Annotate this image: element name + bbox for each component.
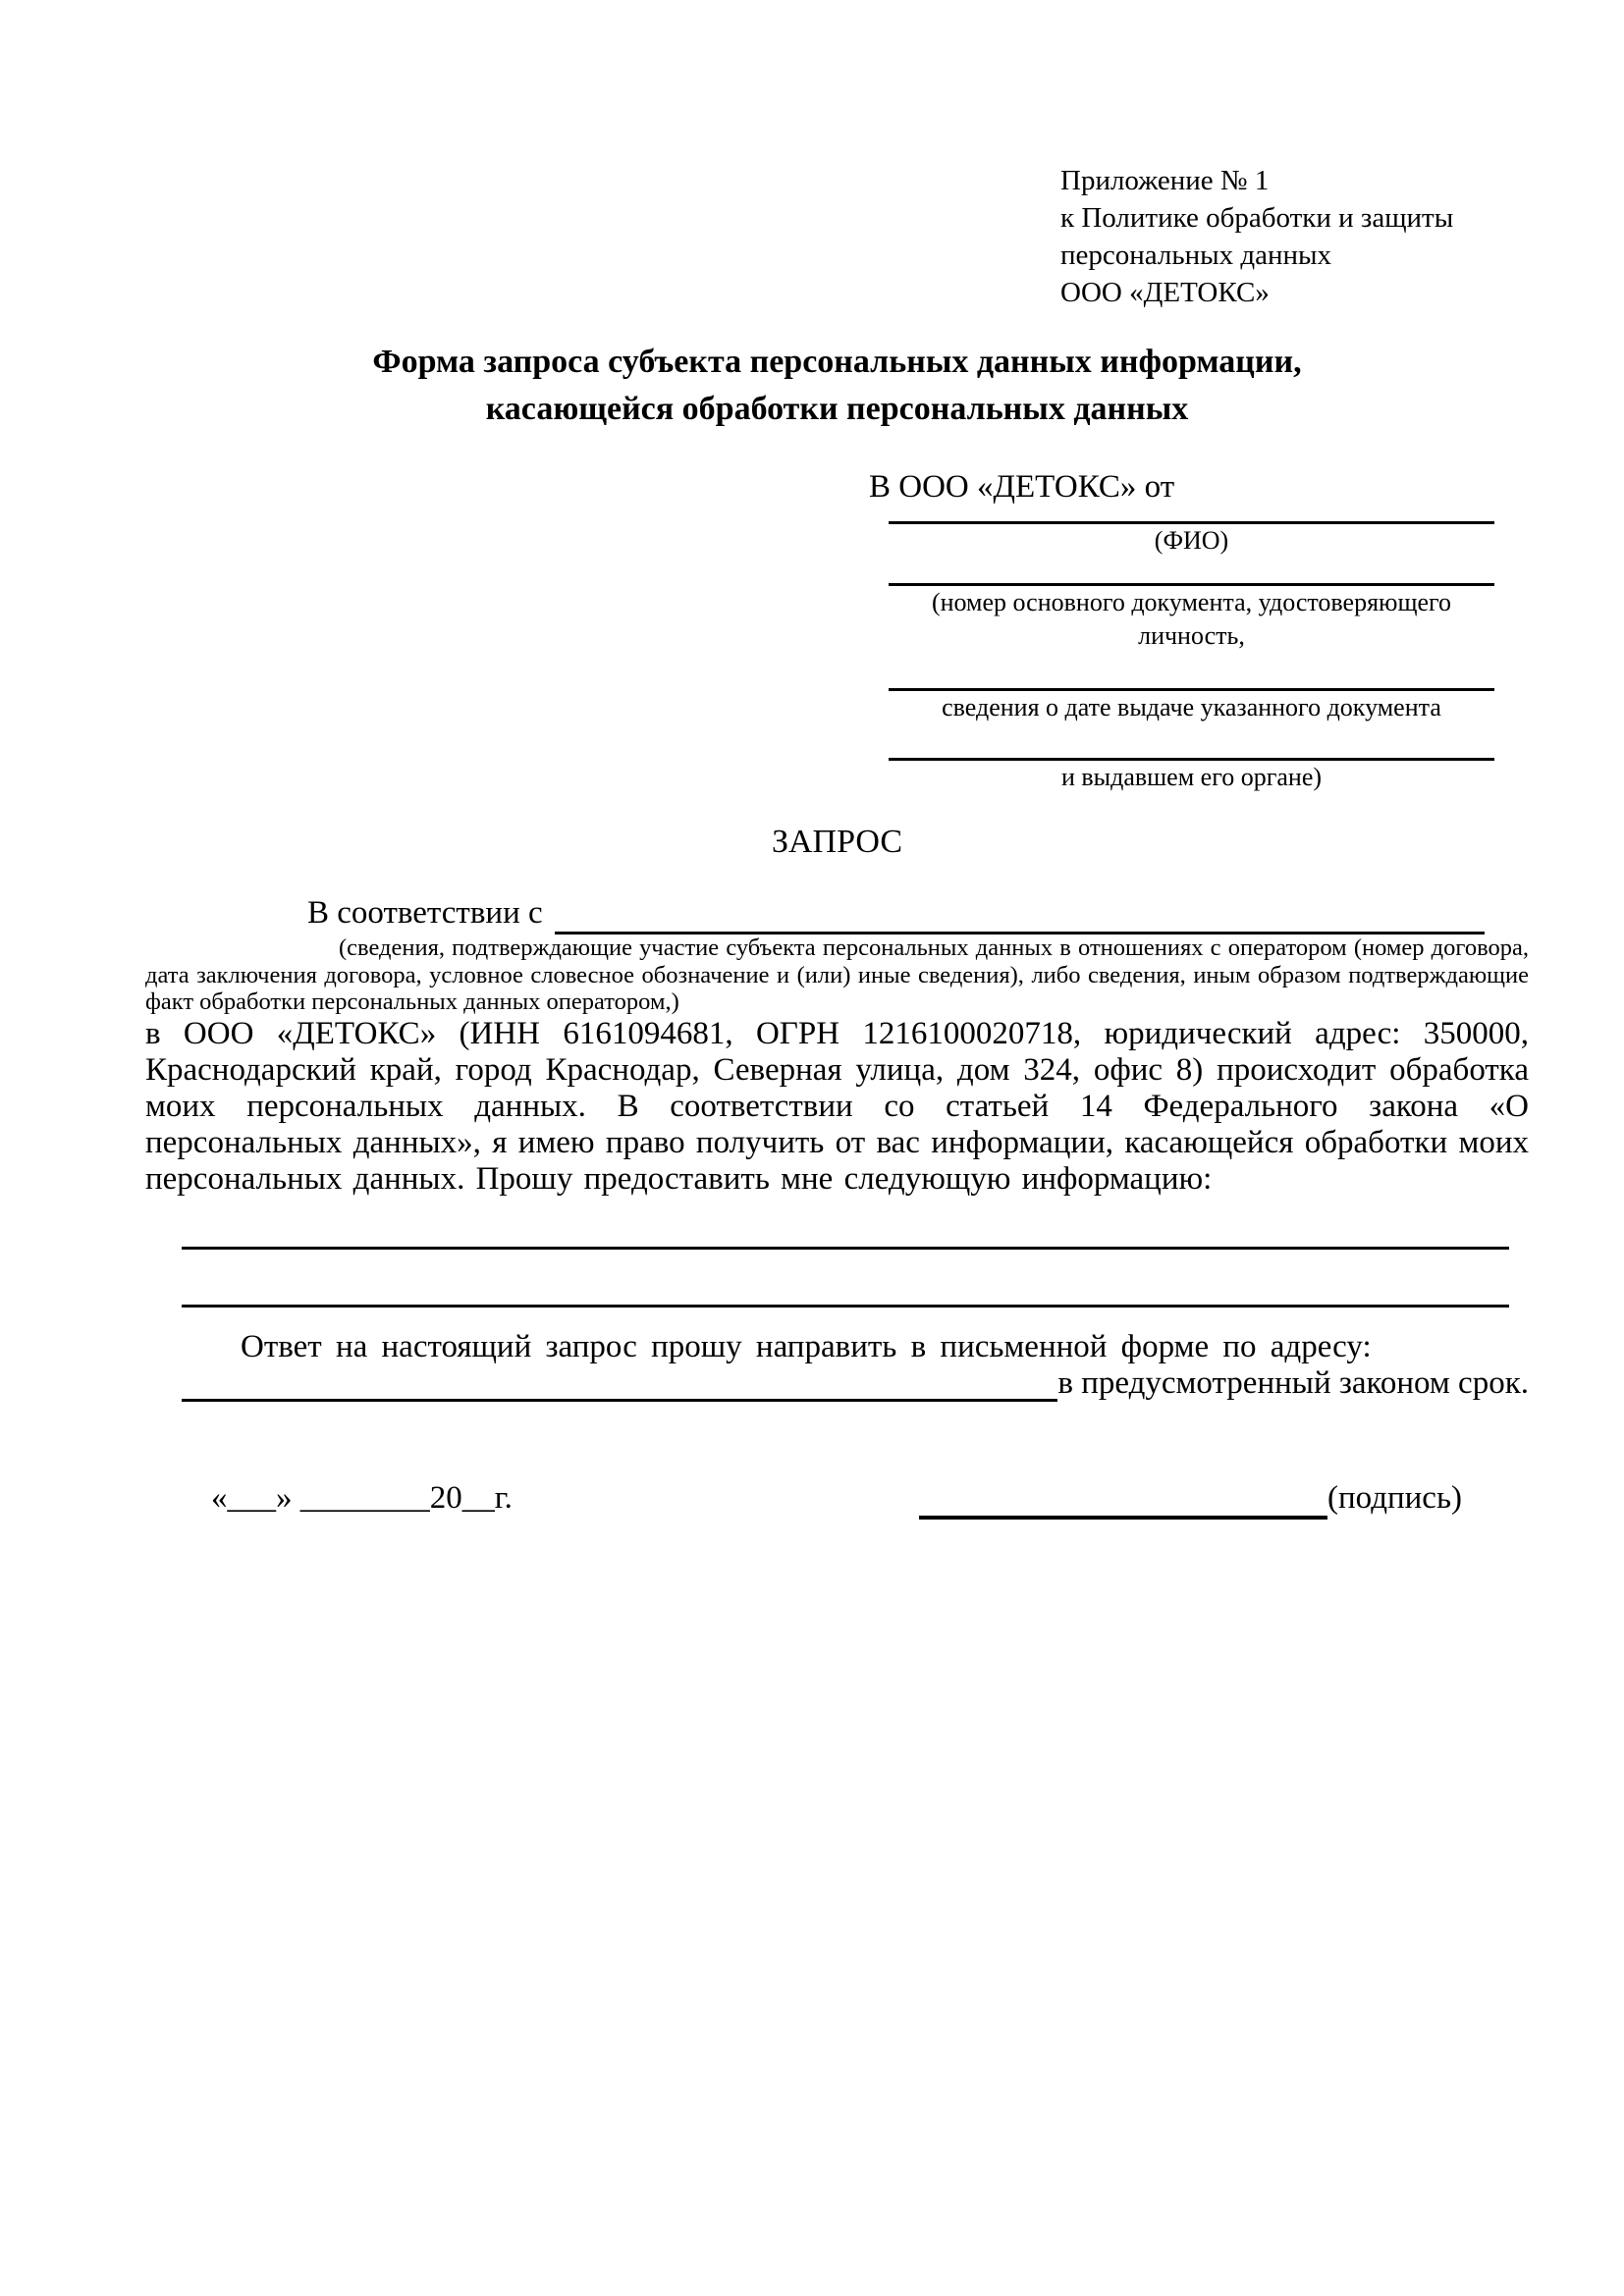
fio-caption: (ФИО) — [1154, 526, 1229, 555]
annex-line-3: персональных данных — [1060, 240, 1332, 271]
issue-date-blank-line — [889, 653, 1494, 691]
applicant-details-block — [889, 507, 1494, 794]
request-heading: ЗАПРОС — [771, 824, 903, 860]
signature-blank-line — [919, 1482, 1327, 1520]
reply-address-line — [145, 1365, 1529, 1402]
information-blank-line-1 — [182, 1247, 1509, 1250]
signature-caption: (подпись) — [1327, 1479, 1462, 1516]
date-blank-line: «___» ________20__г. — [211, 1479, 513, 1516]
issuing-authority-caption: и выдавшем его органе) — [1060, 763, 1323, 791]
accordance-label: В соответствии с — [307, 895, 543, 932]
signature-area — [919, 1476, 1462, 1520]
reply-tail-text: в предусмотренный законом срок. — [1057, 1364, 1529, 1401]
document-number-blank-line — [889, 558, 1494, 586]
reply-paragraph: Ответ на настоящий запрос прошу направить в письменной форме по адресу: — [241, 1328, 1372, 1364]
annex-line-1: Приложение № 1 — [1060, 165, 1270, 196]
annex-reference — [1060, 162, 1529, 311]
document-title-line-1: Форма запроса субъекта персональных данных информации, — [372, 344, 1302, 380]
address-blank-line — [182, 1367, 1057, 1402]
document-title — [145, 339, 1529, 433]
date-signature-row — [145, 1476, 1529, 1520]
issuing-authority-blank-line — [889, 724, 1494, 761]
document-number-caption: (номер основного документа, удостоверяющего личность, — [931, 588, 1452, 650]
fio-blank-line — [889, 507, 1494, 524]
addressee-label: В ООО «ДЕТОКС» от — [869, 469, 1175, 505]
annex-line-4: ООО «ДЕТОКС» — [1060, 277, 1270, 308]
issue-date-caption: сведения о дате выдаче указанного документа — [942, 693, 1441, 721]
accordance-line — [145, 891, 1529, 934]
footnote-text: (сведения, подтверждающие участие субъекта персональных данных в отношениях с оператором (номер договора, дата заключения договора, условное словесное обозначение и (или) иные сведения), либо сведения, иным образом подтверждающие факт обработки персональных данных оператором,) — [145, 934, 1529, 1016]
accordance-blank-line — [555, 894, 1485, 934]
information-blank-line-2 — [182, 1305, 1509, 1308]
body-paragraph: в ООО «ДЕТОКС» (ИНН 6161094681, ОГРН 1216100020718, юридический адрес: 350000, Краснодарский край, город Краснодар, Северная улица, дом 324, офис 8) происходит обработка моих персональных данных. В соответствии со статьей 14 Федерального закона «О персональных данных», я имею право получить от вас информации, касающейся обработки моих персональных данных. Прошу предоставить мне следующую информацию: — [145, 1015, 1529, 1197]
document-title-line-2: касающейся обработки персональных данных — [485, 391, 1189, 427]
annex-line-2: к Политике обработки и защиты — [1060, 202, 1454, 234]
